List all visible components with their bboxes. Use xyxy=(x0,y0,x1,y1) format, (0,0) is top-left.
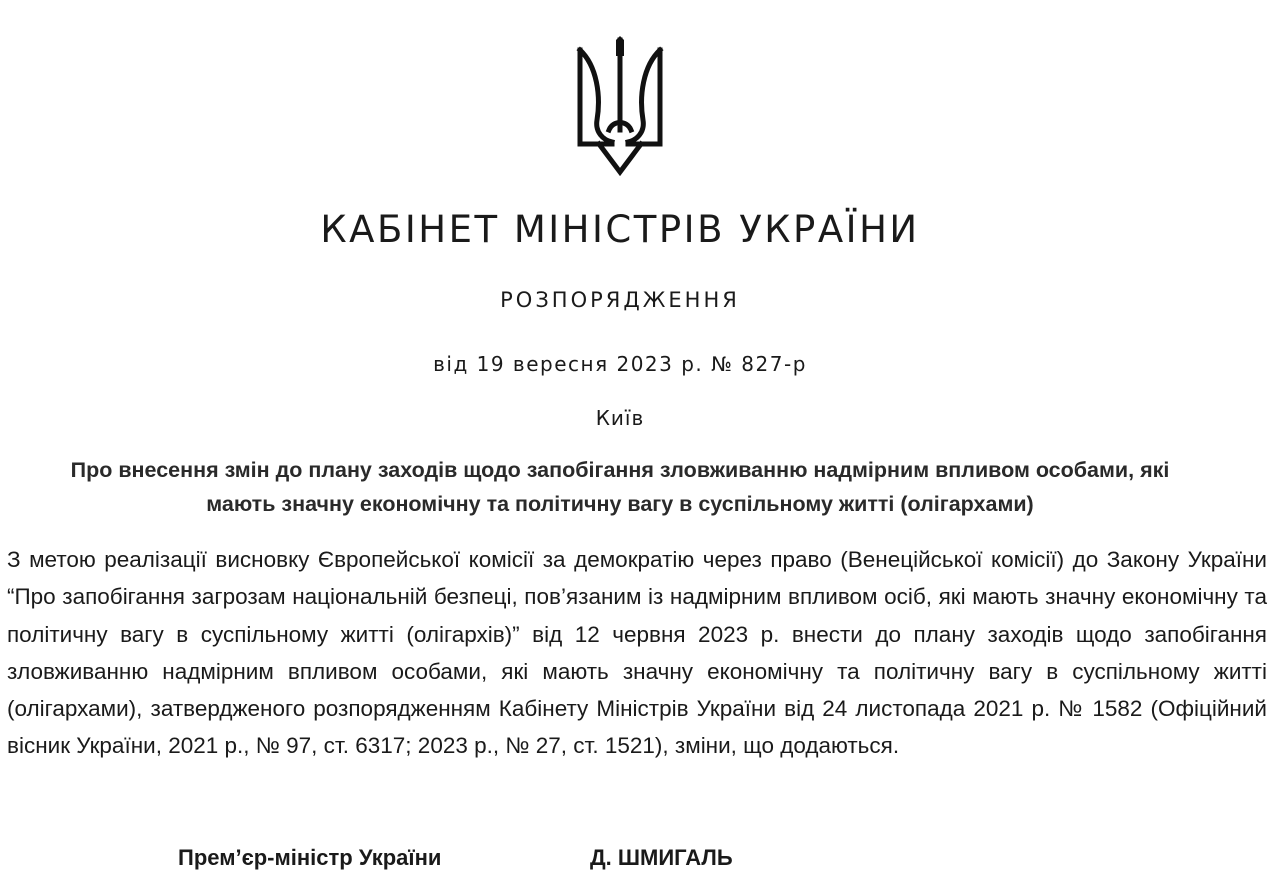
decree-body: З метою реалізації висновку Європейської комісії за демократію через право (Венеційської комісії) до Закону України “Про запобігання загрозам національній безпеці, пов’язаним із надмірним впливом осіб, які мають значну економічну та політичну вагу в суспільному житті (олігархів)” від 12 червня 2023 р. внести до плану заходів щодо запобігання зловживанню надмірним впливом особами, які мають значну економічну та політичну вагу в суспільному житті (олігархами), затвердженого розпорядженням Кабінету Міністрів України від 24 листопада 2021 р. № 1582 (Офіційний вісник України, 2021 р., № 97, ст. 6317; 2023 р., № 27, ст. 1521), зміни, що додаються. xyxy=(7,547,1267,759)
trident-emblem-icon xyxy=(575,36,665,176)
document-type: РОЗПОРЯДЖЕННЯ xyxy=(500,288,740,312)
document-title xyxy=(60,453,1180,521)
signatory-name: Д. ШМИГАЛЬ xyxy=(590,845,733,870)
title-line-2: мають значну економічну та політичну вагу в суспільному житті (олігархами) xyxy=(206,492,1034,516)
organization-name: КАБІНЕТ МІНІСТРІВ УКРАЇНИ xyxy=(320,208,920,251)
signatory-position: Прем’єр-міністр України xyxy=(178,845,442,870)
date-and-number: від 19 вересня 2023 р. № 827-р xyxy=(433,352,807,376)
title-line-1: Про внесення змін до плану заходів щодо запобігання зловживанню надмірним впливом особами, які xyxy=(70,458,1170,482)
city: Київ xyxy=(595,406,645,430)
